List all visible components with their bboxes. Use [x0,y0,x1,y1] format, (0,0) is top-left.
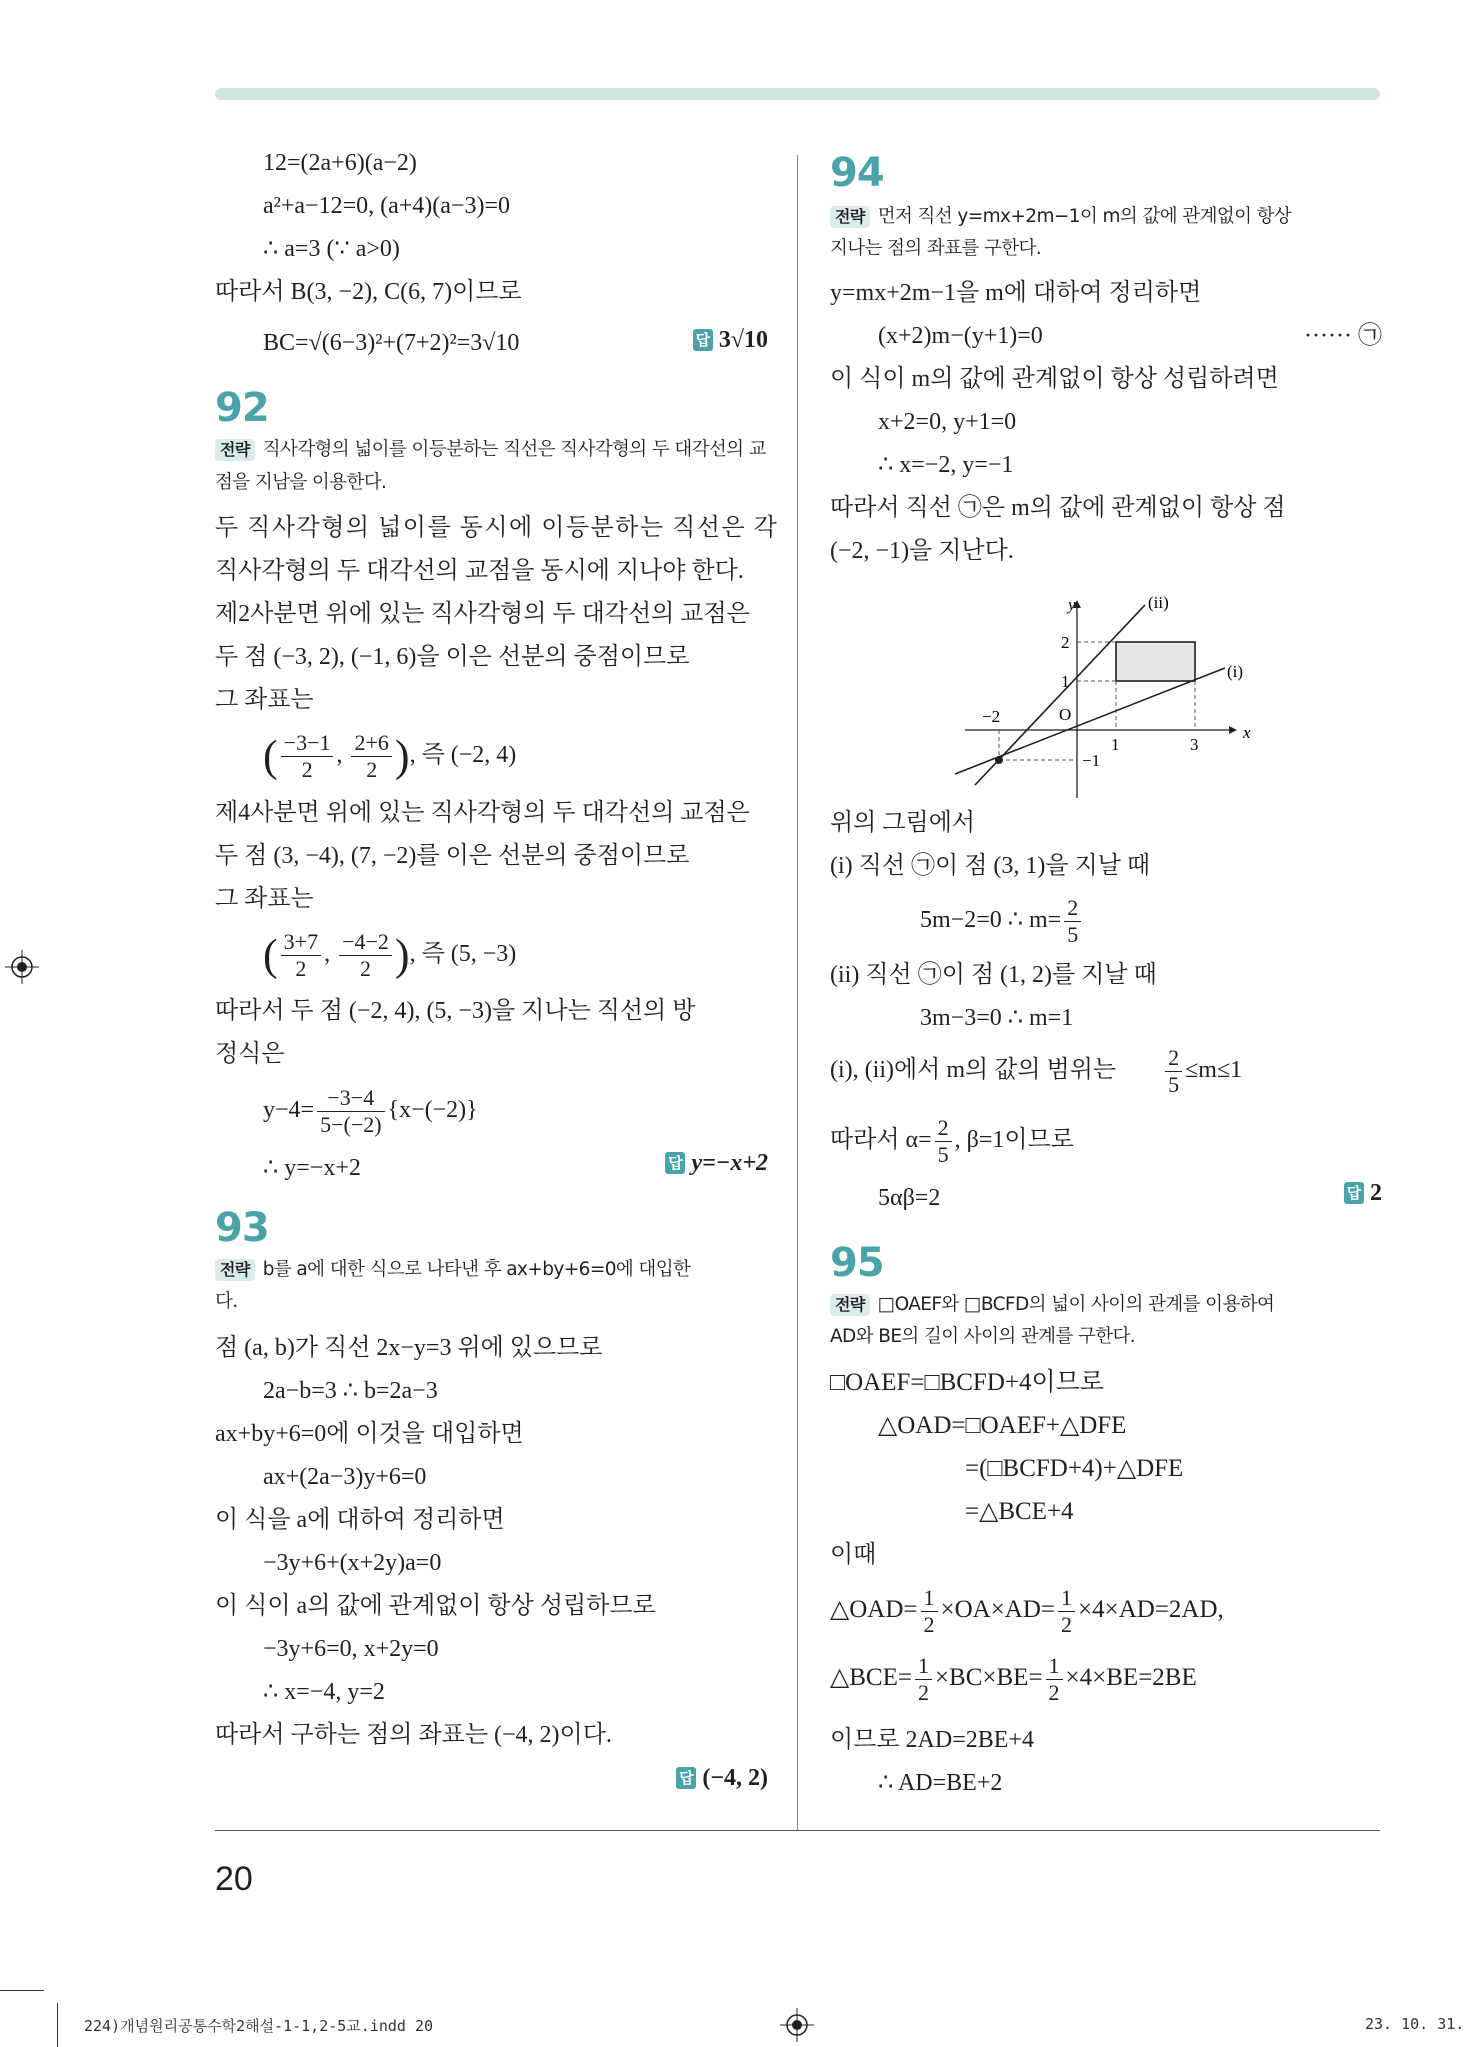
range-line [830,1040,1382,1100]
frac-num: 2+6 [351,730,391,757]
answer-94 [1344,1180,1382,1207]
text-line: 5αβ=2 [878,1185,941,1211]
text-line: ax+(2a−3)y+6=0 [263,1464,427,1490]
strategy-badge: 전략 [215,1259,255,1281]
column-divider [797,155,798,1830]
answer-badge: 답 [1344,1182,1364,1204]
bc-formula: BC=√(6−3)²+(7+2)²=3√10 [263,330,520,356]
conc-tail: , β=1이므로 [954,1127,1074,1153]
eq-mid: ×BC×BE= [934,1664,1043,1691]
text-line: 그 좌표는 [215,886,314,912]
text-line: =(□BCFD+4)+△DFE [965,1455,1184,1482]
text-line: (x+2)m−(y+1)=0 [878,323,1043,349]
footer-rule [215,1830,1380,1831]
midpoint-result: , 즉 (5, −3) [409,941,517,967]
text-line: 따라서 두 점 (−2, 4), (5, −3)을 지나는 직선의 방 [215,998,696,1024]
problem-number-93: 93 [215,1205,269,1251]
strategy-93 [215,1253,768,1286]
frac-num: −4−2 [339,929,392,956]
strategy-text: □OAEF와 □BCFD의 넓이 사이의 관계를 이용하여 [877,1294,1275,1315]
frac-num: 3+7 [281,929,321,956]
shaded-rectangle [1116,642,1195,681]
answer-text: (−4, 2) [702,1765,768,1791]
eq-rhs: {x−(−2)} [387,1097,478,1123]
eq-head: △OAD= [830,1596,918,1623]
text-line: 제2사분면 위에 있는 직사각형의 두 대각선의 교점은 [215,601,750,627]
footer-filename: 224)개념원리공통수학2해설-1-1,2-5교.indd 20 [84,2017,434,2035]
strategy-text-cont: AD와 BE의 길이 사이의 관계를 구한다. [830,1326,1136,1347]
text-line: 직사각형의 두 대각선의 교점을 동시에 지나야 한다. [215,558,744,584]
text-line: 점 (a, b)가 직선 2x−y=3 위에 있으므로 [215,1335,603,1361]
tick-label: −1 [1082,751,1101,770]
text-line: 이므로 2AD=2BE+4 [830,1727,1034,1753]
origin-label: O [1059,705,1072,724]
text-line: ∴ AD=BE+2 [878,1770,1003,1796]
registration-mark-icon [5,950,39,984]
eq-head: △BCE= [830,1664,912,1691]
text-line: ax+by+6=0에 이것을 대입하면 [215,1421,524,1447]
text-line: ∴ a=3 (∵ a>0) [263,236,400,262]
strategy-text-cont: 다. [215,1291,238,1312]
line-label-ii: (ii) [1148,593,1169,612]
text-line: (i) 직선 ㉠이 점 (3, 1)을 지날 때 [830,853,1151,879]
frac-den: 5 [937,1141,949,1167]
answer-text: 2 [1370,1180,1382,1206]
text-line: 두 점 (−3, 2), (−1, 6)을 이은 선분의 중점이므로 [215,644,690,670]
text-line: 2a−b=3 ∴ b=2a−3 [263,1378,438,1404]
eq-tail: ×4×AD=2AD, [1078,1596,1224,1623]
answer-93 [676,1765,768,1792]
tick-label: 1 [1111,735,1120,754]
text-line: 따라서 직선 ㉠은 m의 값에 관계없이 항상 점 [830,495,1286,521]
answer-text: y=−x+2 [691,1150,768,1176]
problem-number-94: 94 [830,150,884,196]
problem-number-92: 92 [215,385,269,431]
fixed-point [995,756,1003,764]
eq-lhs: y−4= [263,1097,315,1123]
x-axis-label: x [1243,723,1251,742]
oad-equation [830,1577,1382,1643]
y-axis-label: y [1068,595,1076,614]
frac-den: 2 [1048,1679,1060,1705]
range-tail: ≤m≤1 [1185,1057,1243,1083]
text-line: x+2=0, y+1=0 [878,409,1017,435]
text-line: 제4사분면 위에 있는 직사각형의 두 대각선의 교점은 [215,800,750,826]
frac-num: 2 [1165,1045,1182,1072]
strategy-text-cont: 지나는 점의 좌표를 구한다. [830,238,1042,259]
text-line: 두 점 (3, −4), (7, −2)를 이은 선분의 중점이므로 [215,843,690,869]
coordinate-graph [945,580,1265,805]
text-line: 그 좌표는 [215,687,314,713]
strategy-badge: 전략 [830,1294,870,1316]
frac-num: −3−4 [317,1085,384,1112]
strategy-text: 직사각형의 넓이를 이등분하는 직선은 직사각형의 두 대각선의 교점을 지남을 이용한다. [215,439,767,493]
frac-num: 2 [1064,895,1081,922]
frac-num: 1 [921,1585,938,1612]
midpoint-2: ( $\frac{3+7}{2}$ , $\frac{-4-2}{2}$ ), 즉 (5, −3) [263,928,517,981]
eq-mid: ×OA×AD= [940,1596,1056,1623]
text-line: 이 식이 a의 값에 관계없이 항상 성립하므로 [215,1593,656,1619]
frac-den: 2 [301,756,313,782]
header-bar [215,88,1380,100]
strategy-text: b를 a에 대한 식으로 나타낸 후 ax+by+6=0에 대입한 [262,1259,691,1280]
text-line: 이때 [830,1542,877,1568]
frac-num: 1 [915,1653,932,1680]
text-line: □OAEF=□BCFD+4이므로 [830,1369,1104,1396]
text-line: a²+a−12=0, (a+4)(a−3)=0 [263,193,510,219]
frac-den: 5 [1168,1071,1180,1097]
strategy-95 [830,1288,1382,1321]
frac-den: 2 [917,1679,929,1705]
text-line: −3y+6+(x+2y)a=0 [263,1550,442,1576]
midpoint-result: , 즉 (−2, 4) [409,742,517,768]
line-equation [263,1080,768,1140]
registration-mark-icon [780,2008,814,2042]
strategy-badge: 전략 [215,439,255,461]
tick-label: 1 [1061,672,1070,691]
text-line: 두 직사각형의 넓이를 동시에 이등분하는 직선은 각 [215,515,779,541]
text-line: (ii) 직선 ㉠이 점 (1, 2)를 지날 때 [830,962,1157,988]
answer-badge: 답 [693,329,713,351]
frac-num: 1 [1058,1585,1075,1612]
text-line: 이 식을 a에 대하여 정리하면 [215,1507,505,1533]
tick-label: 2 [1061,633,1070,652]
eq-tail: ×4×BE=2BE [1065,1664,1197,1691]
frac-den: 5−(−2) [320,1111,382,1137]
answer-92 [665,1150,768,1177]
eq-text: 5m−2=0 ∴ m= [920,907,1062,933]
strategy-text: 먼저 직선 y=mx+2m−1이 m의 값에 관계없이 항상 [877,206,1292,227]
frac-den: 2 [295,955,307,981]
text-line: (−2, −1)을 지난다. [830,538,1014,564]
conc-head: 따라서 α= [830,1127,932,1153]
equation-tag: ······ ㉠ [1304,323,1382,349]
bce-equation [830,1645,1382,1711]
tick-label: −2 [982,707,1001,726]
strategy-94 [830,200,1382,233]
frac-num: 2 [935,1115,952,1142]
x-axis-arrow [1229,726,1237,734]
footer-date: 23. 10. 31. [1365,2015,1465,2033]
text-line: 3m−3=0 ∴ m=1 [920,1005,1074,1031]
answer-badge: 답 [665,1152,685,1174]
tick-label: 3 [1190,735,1199,754]
answer-badge: 답 [676,1767,696,1789]
text-line: △OAD=□OAEF+△DFE [878,1412,1127,1439]
frac-den: 5 [1067,921,1079,947]
crop-mark [57,2003,58,2047]
frac-num: −3−1 [281,730,334,757]
frac-den: 2 [1061,1611,1073,1637]
midpoint-1: ( $\frac{-3-1}{2}$ , $\frac{2+6}{2}$ ), 즉 (−2, 4) [263,729,517,782]
text-line: 정식은 [215,1041,285,1067]
frac-den: 2 [359,955,371,981]
text-line: ∴ x=−2, y=−1 [878,452,1014,478]
text-line: =△BCE+4 [965,1498,1074,1525]
text-line: y=mx+2m−1을 m에 대하여 정리하면 [830,280,1202,306]
conclusion-line [830,1110,1382,1170]
text-line: 12=(2a+6)(a−2) [263,150,417,176]
case1-equation [920,890,1382,950]
frac-num: 1 [1046,1653,1063,1680]
page-number: 20 [215,1860,253,1898]
frac-den: 2 [366,756,378,782]
strategy-92 [215,433,768,499]
range-text: (i), (ii)에서 m의 값의 범위는 [830,1057,1117,1083]
strategy-badge: 전략 [830,206,870,228]
text-line: ∴ y=−x+2 [263,1155,361,1181]
frac-den: 2 [923,1611,935,1637]
text-line: −3y+6=0, x+2y=0 [263,1636,439,1662]
text-line: 따라서 구하는 점의 좌표는 (−4, 2)이다. [215,1722,612,1748]
problem-number-95: 95 [830,1240,884,1286]
crop-mark [0,1990,44,1991]
line-label-i: (i) [1227,662,1244,681]
answer-text: 3√10 [718,327,768,353]
text-line: 따라서 B(3, −2), C(6, 7)이므로 [215,279,522,305]
answer-91 [693,327,768,354]
text-line: 위의 그림에서 [830,810,976,836]
text-line: ∴ x=−4, y=2 [263,1679,385,1705]
text-line: 이 식이 m의 값에 관계없이 항상 성립하려면 [830,366,1279,392]
